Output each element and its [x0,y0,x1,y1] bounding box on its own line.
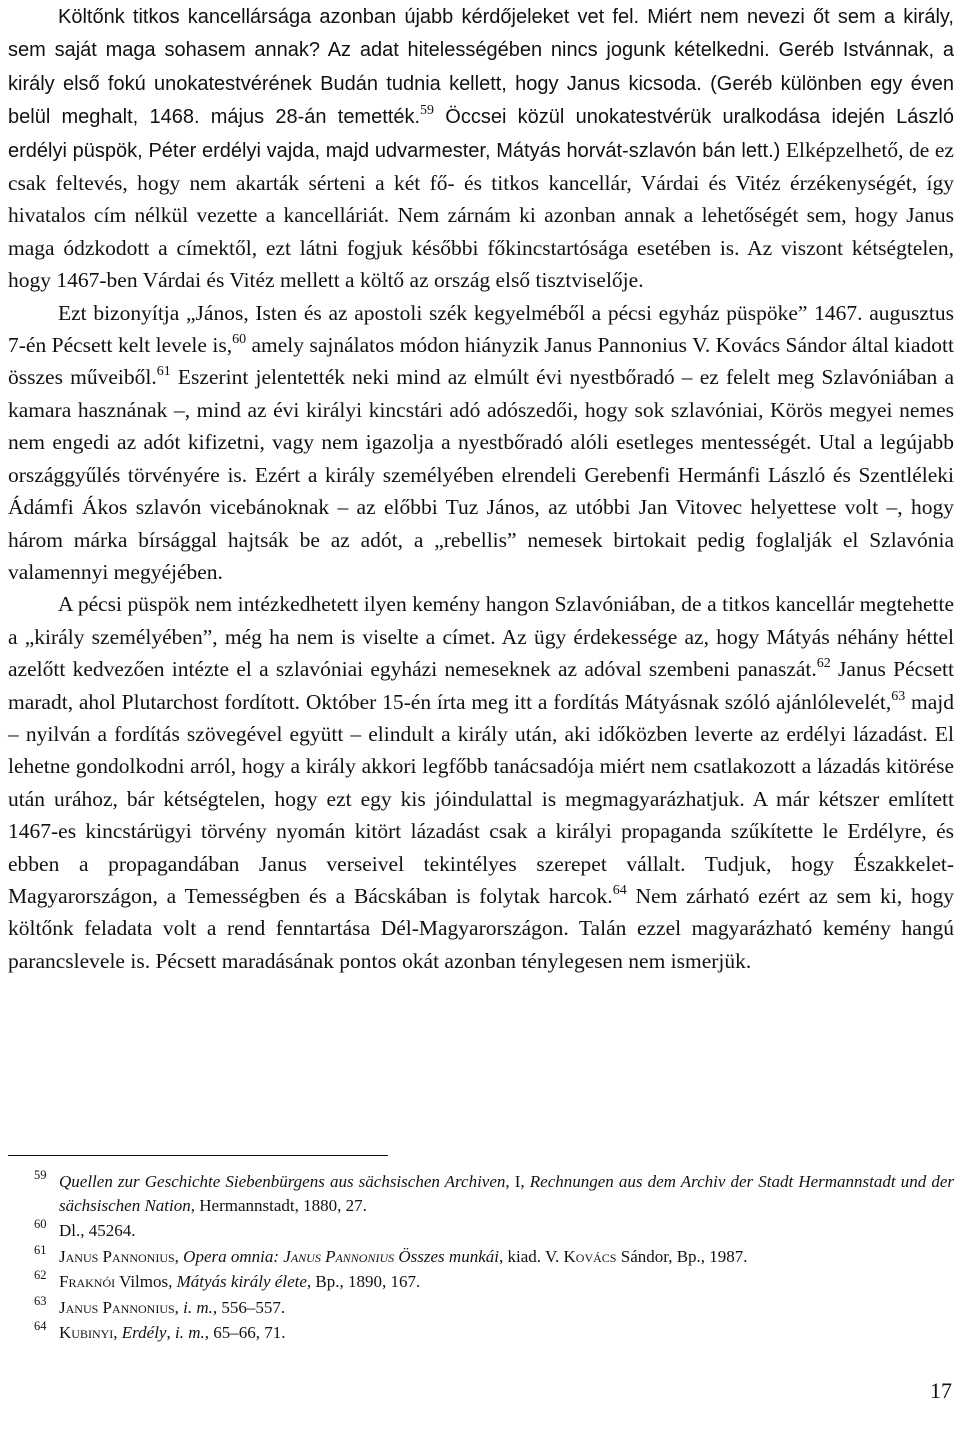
paragraph-1-sentence-c: Elképzelhető, de ez csak feltevés, hogy nem akarták sérteni a két fő- és titkos kancellár, Várdai és Vitéz érzékenységét, így hivatalos cím nélkül vezette a kancelláriát. Nem zárnám ki azonban annak a lehetőségét sem, hogy Janus maga ódzkodott a címektől, ezt látni fogjuk későbbi főkincstartósága esetében is. Az viszont kétségtelen, hogy 1467-ben Várdai és Vitéz mellett a költő az ország első tisztviselője. [8,137,954,293]
footnote-title: i. m. [174,1323,205,1342]
footnote-63 [8,1293,954,1320]
footnote-author: Kovács [563,1246,617,1266]
footnote-author: Janus Pannonius [283,1246,395,1266]
paragraph-3 [8,588,954,977]
paragraph-3-part-2: Janus Pécsett maradt, ahol Plutarchost fordított. Október 15-én írta meg itt a fordítás Mátyásnak szóló ajánlólevelét, [8,657,954,714]
paragraph-3-part-4: Nem zárható ezért az sem ki, hogy költőnk feladata volt a rend fenntartása Dél-Magyarországon. Talán ezzel magyarázható kemény hangú parancslevele is. Pécsett maradásának pontos okát azonban ténylegesen nem ismerjük. [8,883,954,973]
footnote-title: Összes munkái [394,1246,499,1266]
footnote-author: Fraknói [59,1272,116,1291]
paragraph-2 [8,297,954,589]
footnote-separator [8,1155,388,1156]
footnote-text: Vilmos, [115,1272,177,1291]
paragraph-3-part-3: majd – nyilván a fordítás szövegével együtt – elindult a király után, aki időközben leverte az erdélyi lázadást. El lehetne gondolkodni arról, hogy a király akkori legfőbb tanácsadója miért nem csatlakozott a lázadás kitörése után urához, bár kétségtelen, hogy ezt egy kis jóindulattal is megmagyarázhatjuk. A már kétszer említett 1467-es kincstárügyi törvény nyomán kitört lázadást csak a királyi propaganda szűkítette le Erdélyre, és ebben a propagandában Janus verseivel tekintélyes szerepet vállalt. Tudjuk, hogy Északkelet-Magyarországon, a Temességben és a Bácskában is folytak harcok. [8,689,954,908]
footnote-ref-61[interactable]: 61 [156,364,171,380]
main-text [8,0,954,977]
footnote-ref-62[interactable]: 62 [816,656,831,672]
footnote-text: , Hermannstadt, 1880, 27. [190,1195,367,1215]
footnote-author: Janus Pannonius [59,1297,175,1317]
paragraph-3-part-1: A pécsi püspök nem intézkedhetett ilyen kemény hangon Szlavóniában, de a titkos kancellár megtehette a „király személyében”, még ha nem is viselte a címet. Az ügy érdekessége az, hogy Mátyás néhány héttel azelőtt kedvezően intézte el a szlavóniai egyházi nemeseknek az adóval szembeni panaszát. [8,592,954,682]
footnote-text: , 556–557. [212,1297,286,1317]
paragraph-2-part-3: Eszerint jelentették neki mind az elmúlt évi nyestbőradó – ez felelt meg Szlavóniában a kamara hasznának –, mind az évi királyi kincstári adó adószedői, hogy sok szlavóniai, Körös megyei nemes nem engedi az adót kifizetni, vagy nem igazolja a nyestbőradó alóli esetleges mentességét. Utal a legújabb országgyűlés törvényére is. Ezért a király személyében elrendeli Gerebenfi Hermánfi László és Szentléleki Ádámfi Ákos szlavón vicebánoknak – az előbbi Tuz János, az utóbbi Jan Vitovec helyettese volt –, hogy három márka bírsággal hajtsák be az adót, a „rebellis” nemesek birtokait pedig foglalják el Szlavónia valamennyi megyéjében. [8,365,955,584]
paragraph-1 [8,0,954,297]
footnote-number: 64 [34,1319,47,1333]
footnote-text: , 65–66, 71. [204,1323,286,1342]
footnote-text: , [174,1297,184,1317]
footnote-number: 63 [34,1293,47,1308]
paragraph-2-part-1: Ezt bizonyítja „János, Isten és az apostoli szék kegyelméből a pécsi egyház püspöke” 1467. augusztus 7-én Pécsett kelt levele is, [8,300,954,358]
footnote-ref-59[interactable]: 59 [420,103,435,119]
footnote-author: Janus Pannonius [59,1246,175,1266]
footnote-title: i. m. [183,1297,213,1317]
paragraph-1-sentence-a: Költőnk titkos kancellársága azonban újabb kérdőjeleket vet fel. Miért nem nevezi őt sem a király, sem saját maga sohasem annak? Az adat hitelességében nincs jogunk kételkedni. Geréb Istvánnak, a király első fokú unokatestvérének Budán tudnia kellett, hogy Janus kicsoda. (Geréb különben egy éven belül meghalt, 1468. május 28-án temették. [8,6,954,129]
footnote-60 [8,1219,954,1243]
footnote-author: Kubinyi [59,1323,114,1342]
footnote-text: Dl., 45264. [59,1221,136,1240]
footnote-text: Sándor, Bp., 1987. [616,1246,748,1266]
paragraph-2-part-2: amely sajnálatos módon hiányzik Janus Pannonius V. Kovács Sándor által kiadott összes műveiből. [8,333,954,390]
footnotes [8,1170,954,1347]
footnote-number: 59 [34,1168,47,1182]
footnote-text: , [113,1323,122,1342]
footnote-text: , [166,1323,175,1342]
footnote-title: Rechnungen aus dem Archiv der Stadt Hermannstadt und der sächsischen Nation [59,1172,954,1215]
footnote-title: Mátyás király élete [176,1272,307,1291]
footnote-text: , [174,1246,184,1266]
paragraph-1-sentence-b: Öccsei közül unokatestvérük uralkodása idején László erdélyi püspök, Péter erdélyi vajda, majd udvarmester, Mátyás horvát-szlavón bán lett.) [8,106,954,162]
page-number: 17 [930,1378,952,1403]
footnote-62 [8,1270,954,1294]
footnote-number: 62 [34,1268,47,1282]
footnote-ref-64[interactable]: 64 [612,882,627,898]
footnote-61 [8,1242,954,1269]
footnote-59 [8,1170,954,1217]
footnote-text: , I, [505,1172,530,1191]
footnote-title: Opera omnia: [183,1246,284,1266]
footnote-ref-63[interactable]: 63 [891,688,906,704]
footnote-ref-60[interactable]: 60 [232,332,247,348]
footnote-64 [8,1321,954,1345]
footnote-text: , Bp., 1890, 167. [306,1272,421,1291]
footnote-number: 60 [34,1217,47,1231]
footnote-text: , kiad. V. [498,1246,564,1266]
footnote-title: Erdély [121,1323,167,1342]
footnote-title: Quellen zur Geschichte Siebenbürgens aus sächsischen Archiven [59,1172,506,1191]
footnote-number: 61 [34,1242,47,1257]
